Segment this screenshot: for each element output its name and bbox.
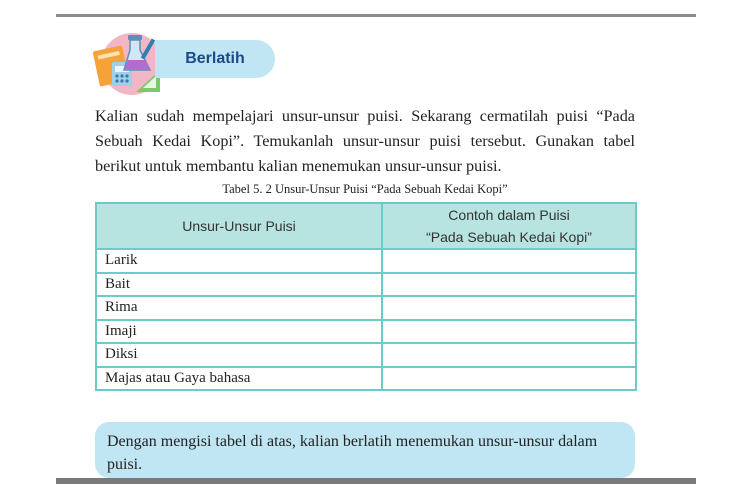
answer-cell[interactable]: [382, 320, 636, 344]
table-row: [96, 320, 636, 344]
berlatih-badge: Berlatih: [155, 40, 275, 78]
table-header-row: [96, 203, 636, 249]
header-contoh-line1: Contoh dalam Puisi: [448, 207, 570, 223]
table-row: [96, 249, 636, 273]
row-label: Larik: [96, 249, 382, 273]
instruction-paragraph: Kalian sudah mempelajari unsur-unsur puisi. Sekarang cermatilah puisi “Pada Sebuah Kedai Kopi”. Temukanlah unsur-unsur puisi tersebut. Gunakan tabel berikut untuk membantu kalian menemukan unsur-unsur puisi.: [95, 107, 635, 175]
row-label: Bait: [96, 273, 382, 297]
header-unsur: Unsur-Unsur Puisi: [96, 203, 382, 249]
table-row: [96, 273, 636, 297]
answer-cell[interactable]: [382, 367, 636, 391]
table-row: [96, 367, 636, 391]
bottom-rule: [56, 478, 696, 484]
row-label: Diksi: [96, 343, 382, 367]
table-row: [96, 343, 636, 367]
answer-cell[interactable]: [382, 249, 636, 273]
answer-cell[interactable]: [382, 296, 636, 320]
table-caption: Tabel 5. 2 Unsur-Unsur Puisi “Pada Sebuah Kedai Kopi”: [222, 182, 508, 196]
answer-cell[interactable]: [382, 343, 636, 367]
table-row: [96, 296, 636, 320]
row-label: Rima: [96, 296, 382, 320]
summary-note-text: Dengan mengisi tabel di atas, kalian berlatih menemukan unsur-unsur dalam puisi.: [107, 433, 598, 473]
header-contoh: [382, 203, 636, 249]
row-label: Majas atau Gaya bahasa: [96, 367, 382, 391]
poetry-elements-table: [95, 202, 637, 391]
row-label: Imaji: [96, 320, 382, 344]
header-contoh-line2: “Pada Sebuah Kedai Kopi”: [426, 229, 592, 245]
answer-cell[interactable]: [382, 273, 636, 297]
summary-note-box: [95, 422, 635, 478]
top-rule: [56, 14, 696, 17]
